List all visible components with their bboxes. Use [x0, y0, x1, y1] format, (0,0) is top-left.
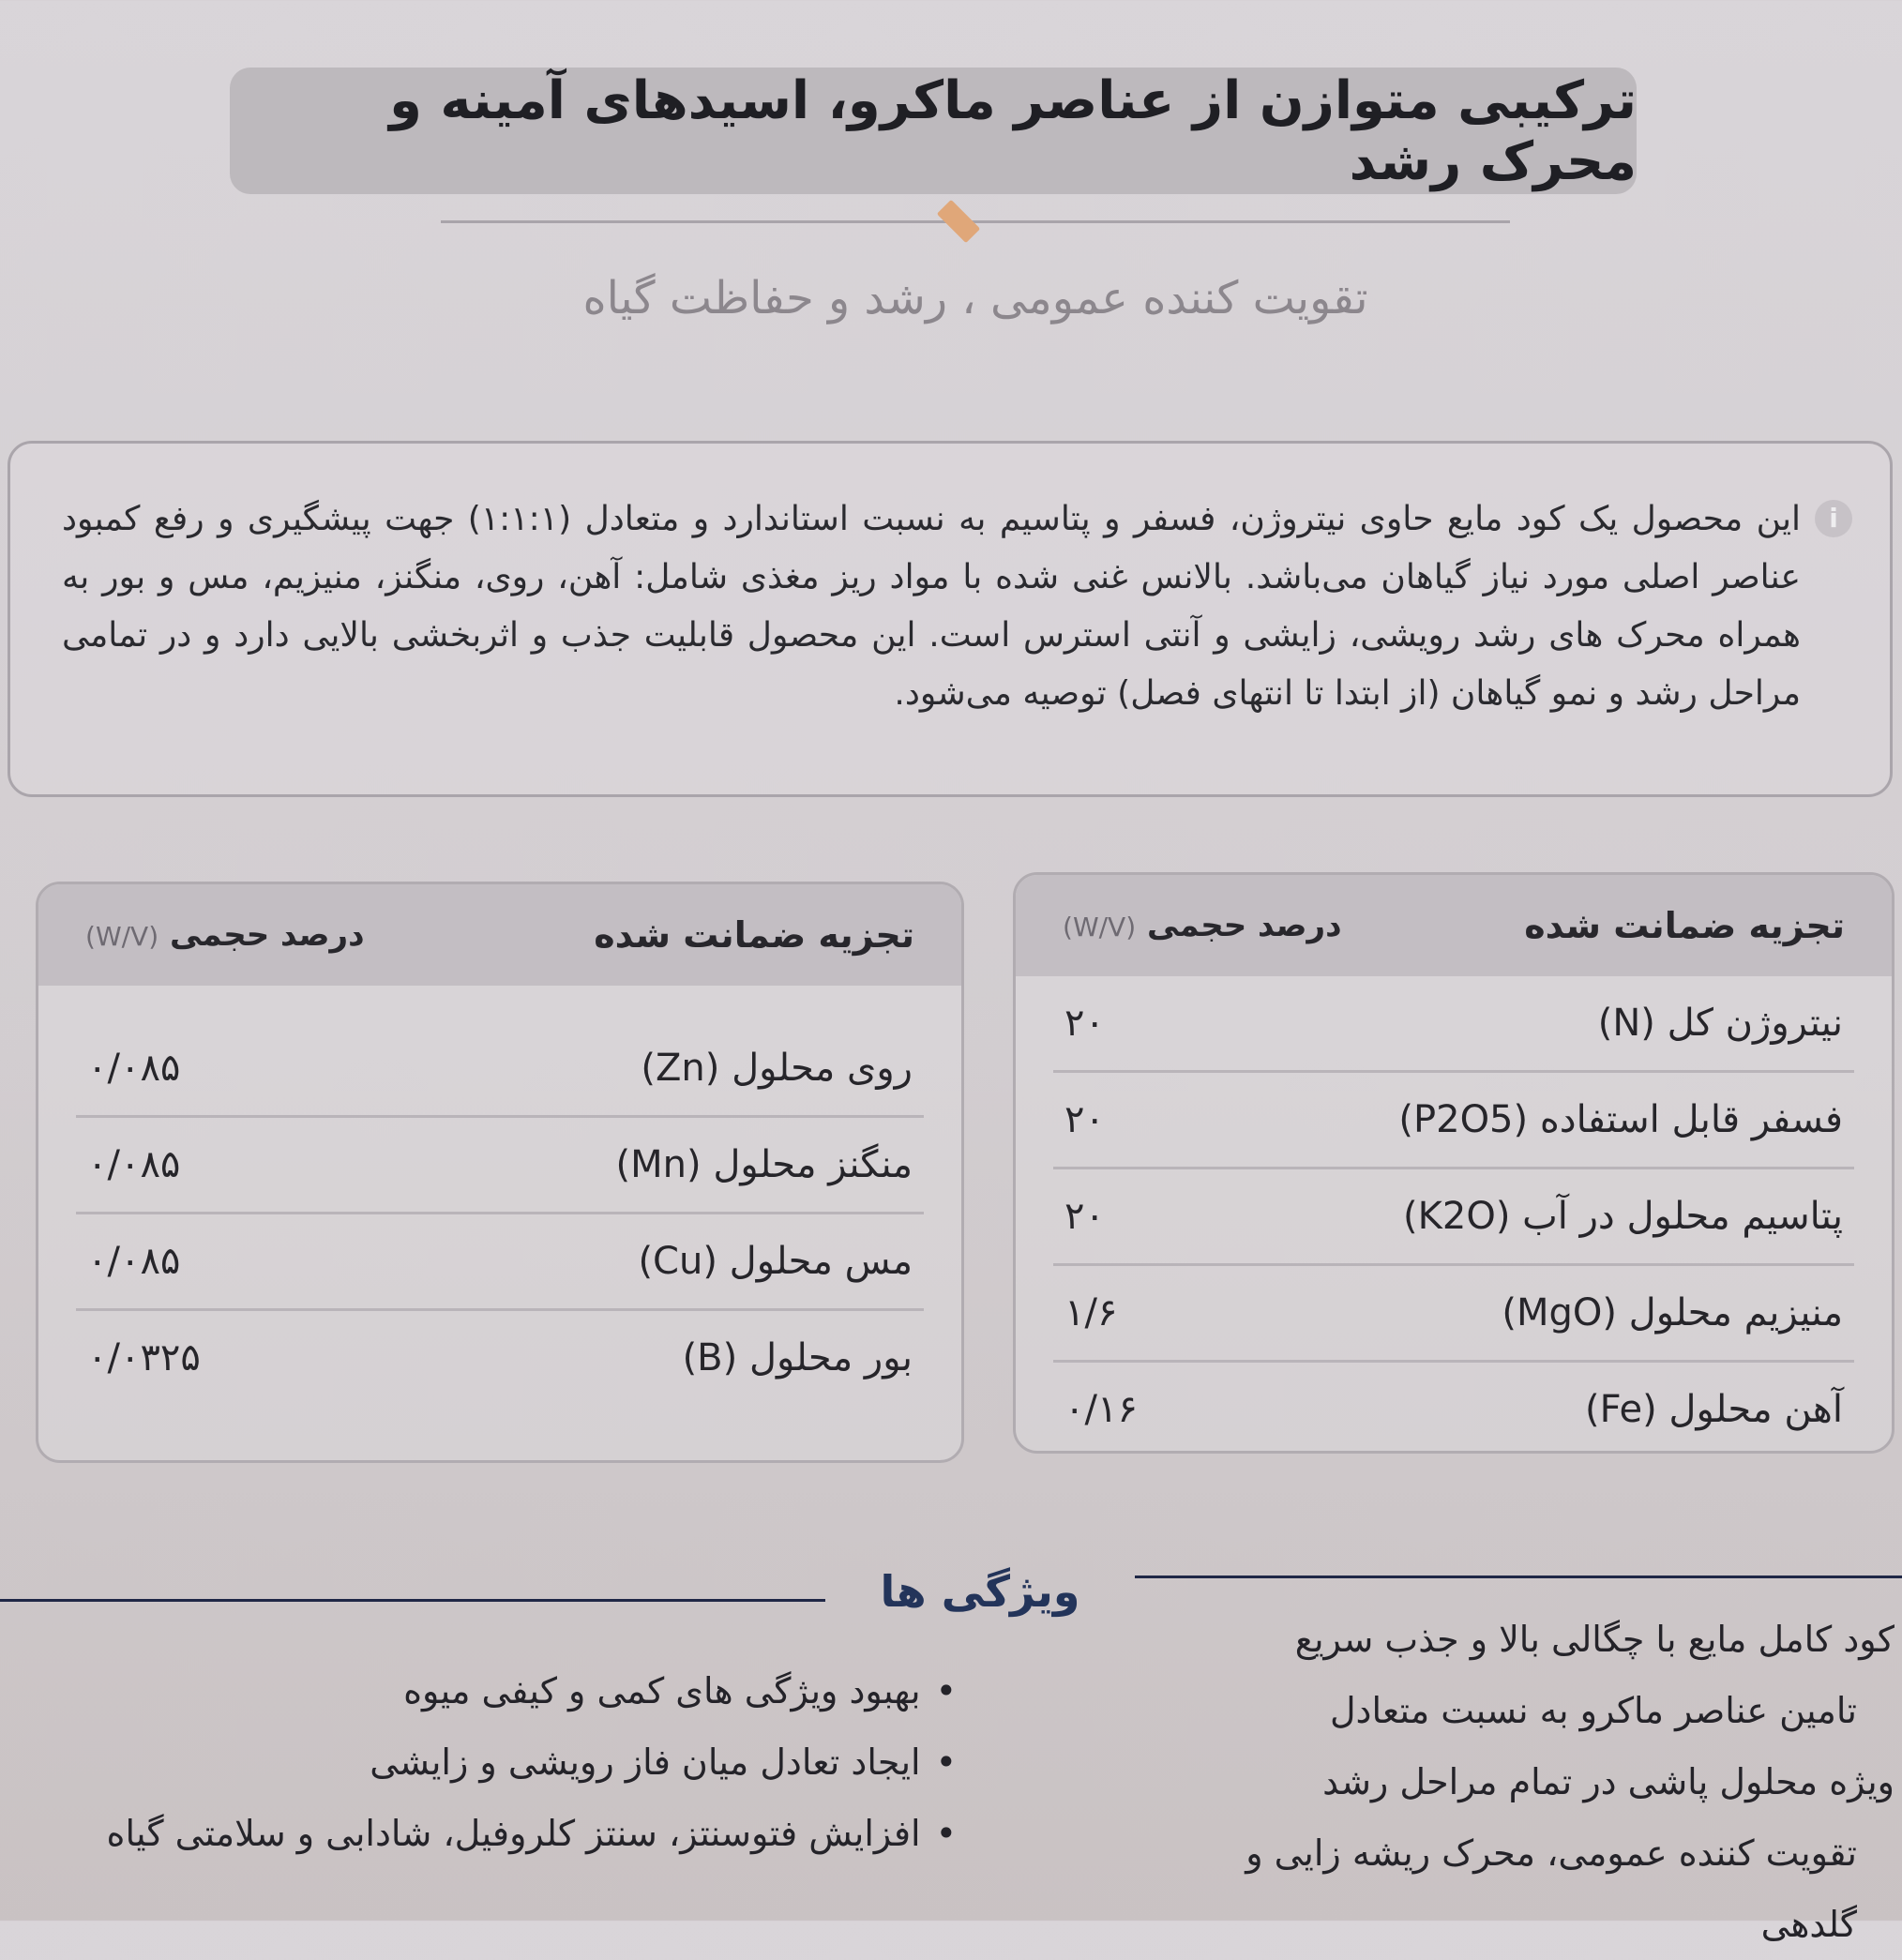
row-name: منگنز محلول (Mn) — [615, 1143, 913, 1186]
table-row — [1053, 976, 1854, 1073]
table-body — [38, 986, 961, 1405]
row-value: ۰/۰۳۲۵ — [87, 1336, 201, 1380]
table-row — [1053, 1073, 1854, 1169]
row-value: ۲۰ — [1064, 1002, 1105, 1045]
unit-label: درصد حجمی — [1147, 907, 1342, 944]
row-name: مس محلول (Cu) — [638, 1240, 913, 1283]
table-row — [1053, 1363, 1854, 1454]
list-item: • ایجاد تعادل میان فاز رویشی و زایشی — [56, 1726, 957, 1798]
row-name: نیتروژن کل (N) — [1597, 1002, 1843, 1045]
page-subtitle: تقویت کننده عمومی ، رشد و حفاظت گیاه — [582, 272, 1368, 324]
table-header — [38, 884, 961, 986]
column-header-unit — [85, 916, 365, 954]
table-row — [76, 1021, 924, 1118]
row-value: ۱/۶ — [1064, 1291, 1118, 1334]
list-item: تقویت کننده عمومی، محرک ریشه زایی و گلدهی — [1245, 1832, 1857, 1945]
table-row — [1053, 1169, 1854, 1266]
info-icon: i — [1815, 500, 1852, 537]
row-value: ۰/۰۸۵ — [87, 1240, 181, 1283]
features-list-left — [56, 1655, 957, 1869]
table-row — [76, 1118, 924, 1214]
title-banner — [230, 68, 1637, 194]
unit-label: درصد حجمی — [170, 916, 365, 954]
table-row — [1053, 1266, 1854, 1363]
column-header-unit — [1063, 907, 1342, 944]
row-value: ۰/۰۸۵ — [87, 1047, 181, 1090]
column-header-component: تجزیه ضمانت شده — [1524, 905, 1845, 946]
list-item: کود کامل مایع با چگالی بالا و جذب سریع — [1294, 1619, 1894, 1660]
intro-box — [8, 441, 1893, 797]
features-divider-left — [0, 1599, 825, 1602]
row-name: روی محلول (Zn) — [641, 1047, 913, 1090]
row-value: ۲۰ — [1064, 1195, 1105, 1238]
row-name: بور محلول (B) — [682, 1336, 913, 1380]
unit-code: (W/V) — [1063, 912, 1137, 942]
title-divider — [441, 220, 1510, 223]
row-name: منیزیم محلول (MgO) — [1502, 1291, 1843, 1334]
intro-text: این محصول یک کود مایع حاوی نیتروژن، فسفر و پتاسیم به نسبت استاندارد و متعادل (۱:۱:۱) جهت پیشگیری و رفع کمبود عناصر اصلی مورد نیاز گیاهان می‌باشد. بالانس غنی شده با مواد ریز مغذی شامل: آهن، روی، منگنز، منیزیم، مس و بور به همراه محرک های رشد رویشی، زایشی و آنتی استرس است. این محصول قابلیت جذب و اثربخشی بالایی دارد و در تمامی مراحل رشد و نمو گیاهان (از ابتدا تا انتهای فصل) توصیه می‌شود. — [62, 500, 1802, 713]
macro-analysis-table — [1013, 872, 1894, 1454]
features-list-right — [1163, 1604, 1894, 1960]
row-value: ۲۰ — [1064, 1098, 1105, 1141]
row-name: آهن محلول (Fe) — [1585, 1388, 1843, 1431]
list-item: • بهبود ویژگی های کمی و کیفی میوه — [56, 1655, 957, 1726]
row-value: ۰/۰۸۵ — [87, 1143, 181, 1186]
table-row — [76, 1214, 924, 1311]
table-body — [1016, 976, 1892, 1454]
row-name: پتاسیم محلول در آب (K2O) — [1403, 1195, 1843, 1238]
list-item: تامین عناصر ماکرو به نسبت متعادل — [1329, 1690, 1857, 1731]
features-title: ویژگی ها — [880, 1566, 1080, 1617]
list-item: • افزایش فتوسنتز، سنتز کلروفیل، شادابی و سلامتی گیاه — [56, 1798, 957, 1869]
row-name: فسفر قابل استفاده (P2O5) — [1398, 1098, 1843, 1141]
diamond-ornament-icon — [937, 200, 980, 243]
page-title: ترکیبی متوازن از عناصر ماکرو، اسیدهای آمینه و محرک رشد — [389, 69, 1637, 192]
features-divider-right — [1135, 1576, 1902, 1578]
micro-analysis-table — [36, 882, 964, 1463]
unit-code: (W/V) — [85, 921, 159, 952]
table-row — [76, 1311, 924, 1405]
row-value: ۰/۱۶ — [1064, 1388, 1138, 1431]
table-header — [1016, 875, 1892, 976]
column-header-component: تجزیه ضمانت شده — [594, 914, 914, 956]
list-item: ویژه محلول پاشی در تمام مراحل رشد — [1322, 1761, 1894, 1802]
